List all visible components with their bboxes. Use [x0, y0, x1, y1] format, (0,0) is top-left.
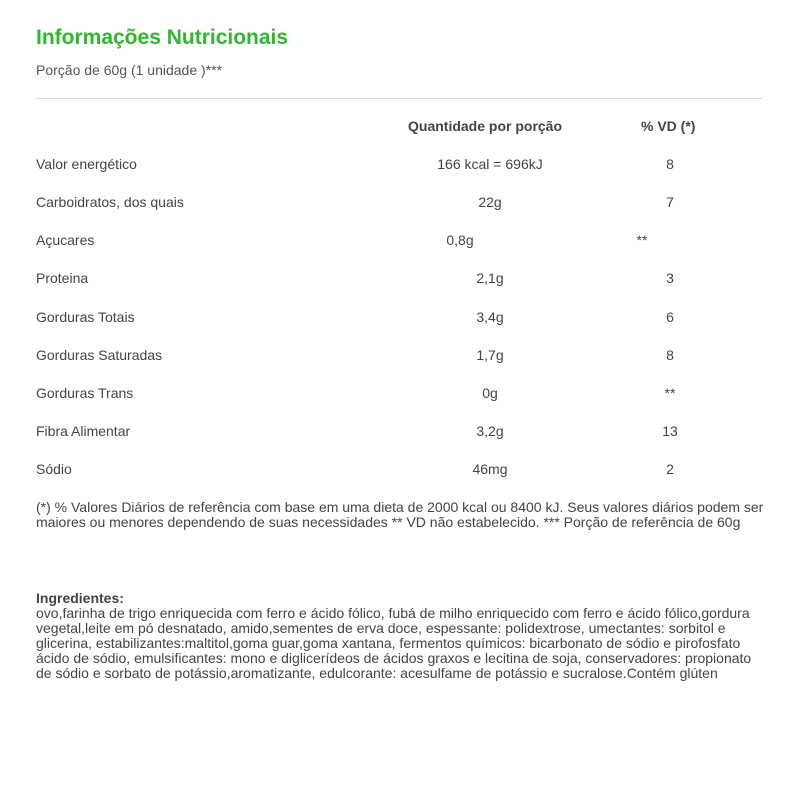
row-vd: 2 — [666, 461, 674, 477]
table-row — [0, 347, 800, 371]
page-title: Informações Nutricionais — [36, 26, 289, 49]
table-row — [0, 309, 800, 333]
row-label: Gorduras Trans — [36, 385, 134, 401]
vd-footnote: (*) % Valores Diários de referência com base em uma dieta de 2000 kcal ou 8400 kJ. Seus valores diários podem ser maiores ou menores dependendo de suas necessidades ** VD não estabelecido. *** Porção de referência de 60g — [36, 499, 764, 530]
row-quantity: 0g — [482, 385, 498, 401]
ingredients-text: ovo,farinha de trigo enriquecida com ferro e ácido fólico, fubá de milho enriquecido com ferro e ácido fólico,gordura vegetal,leite em pó desnatado, amido,sementes de erva doce, espessante: polidextrose, umectantes: sorbitol e glicerina, estabilizantes:maltitol,goma guar,goma xantana, fermentos químicos: bicarbonato de sódio e pirofosfato ácido de sódio, emulsificantes: mono e diglicerídeos de ácidos graxos e lecitina de soja, conservadores: propionato de sódio e sorbato de potássio,aromatizante, edulcorante: acesulfame de potássio e sucralose.Contém glúten — [36, 605, 752, 681]
row-label: Açucares — [36, 232, 95, 248]
row-vd: 3 — [666, 270, 674, 286]
ingredients-title: Ingredientes: — [36, 590, 124, 606]
row-quantity: 22g — [478, 194, 502, 210]
row-quantity: 0,8g — [446, 232, 474, 248]
table-row — [0, 270, 800, 294]
table-row — [0, 423, 800, 447]
row-quantity: 3,4g — [476, 309, 504, 325]
table-row — [0, 194, 800, 218]
row-vd: 13 — [662, 423, 678, 439]
table-row — [0, 232, 800, 256]
portion-size: Porção de 60g (1 unidade )*** — [36, 62, 223, 78]
column-header-vd: % VD (*) — [641, 118, 696, 134]
row-label: Sódio — [36, 461, 72, 477]
table-row — [0, 156, 800, 180]
row-label: Gorduras Saturadas — [36, 347, 163, 363]
row-label: Proteina — [36, 270, 89, 286]
row-quantity: 2,1g — [476, 270, 504, 286]
row-vd: ** — [636, 232, 648, 248]
row-vd: 8 — [666, 156, 674, 172]
table-row — [0, 385, 800, 409]
row-label: Valor energético — [36, 156, 137, 172]
row-quantity: 3,2g — [476, 423, 504, 439]
table-row — [0, 461, 800, 485]
row-vd: ** — [664, 385, 676, 401]
row-label: Carboidratos, dos quais — [36, 194, 184, 210]
row-label: Fibra Alimentar — [36, 423, 131, 439]
row-label: Gorduras Totais — [36, 309, 135, 325]
row-quantity: 1,7g — [476, 347, 504, 363]
column-header-quantity: Quantidade por porção — [408, 118, 563, 134]
row-vd: 7 — [666, 194, 674, 210]
row-vd: 6 — [666, 309, 674, 325]
row-vd: 8 — [666, 347, 674, 363]
row-quantity: 46mg — [472, 461, 508, 477]
divider — [36, 98, 762, 99]
row-quantity: 166 kcal = 696kJ — [437, 156, 543, 172]
